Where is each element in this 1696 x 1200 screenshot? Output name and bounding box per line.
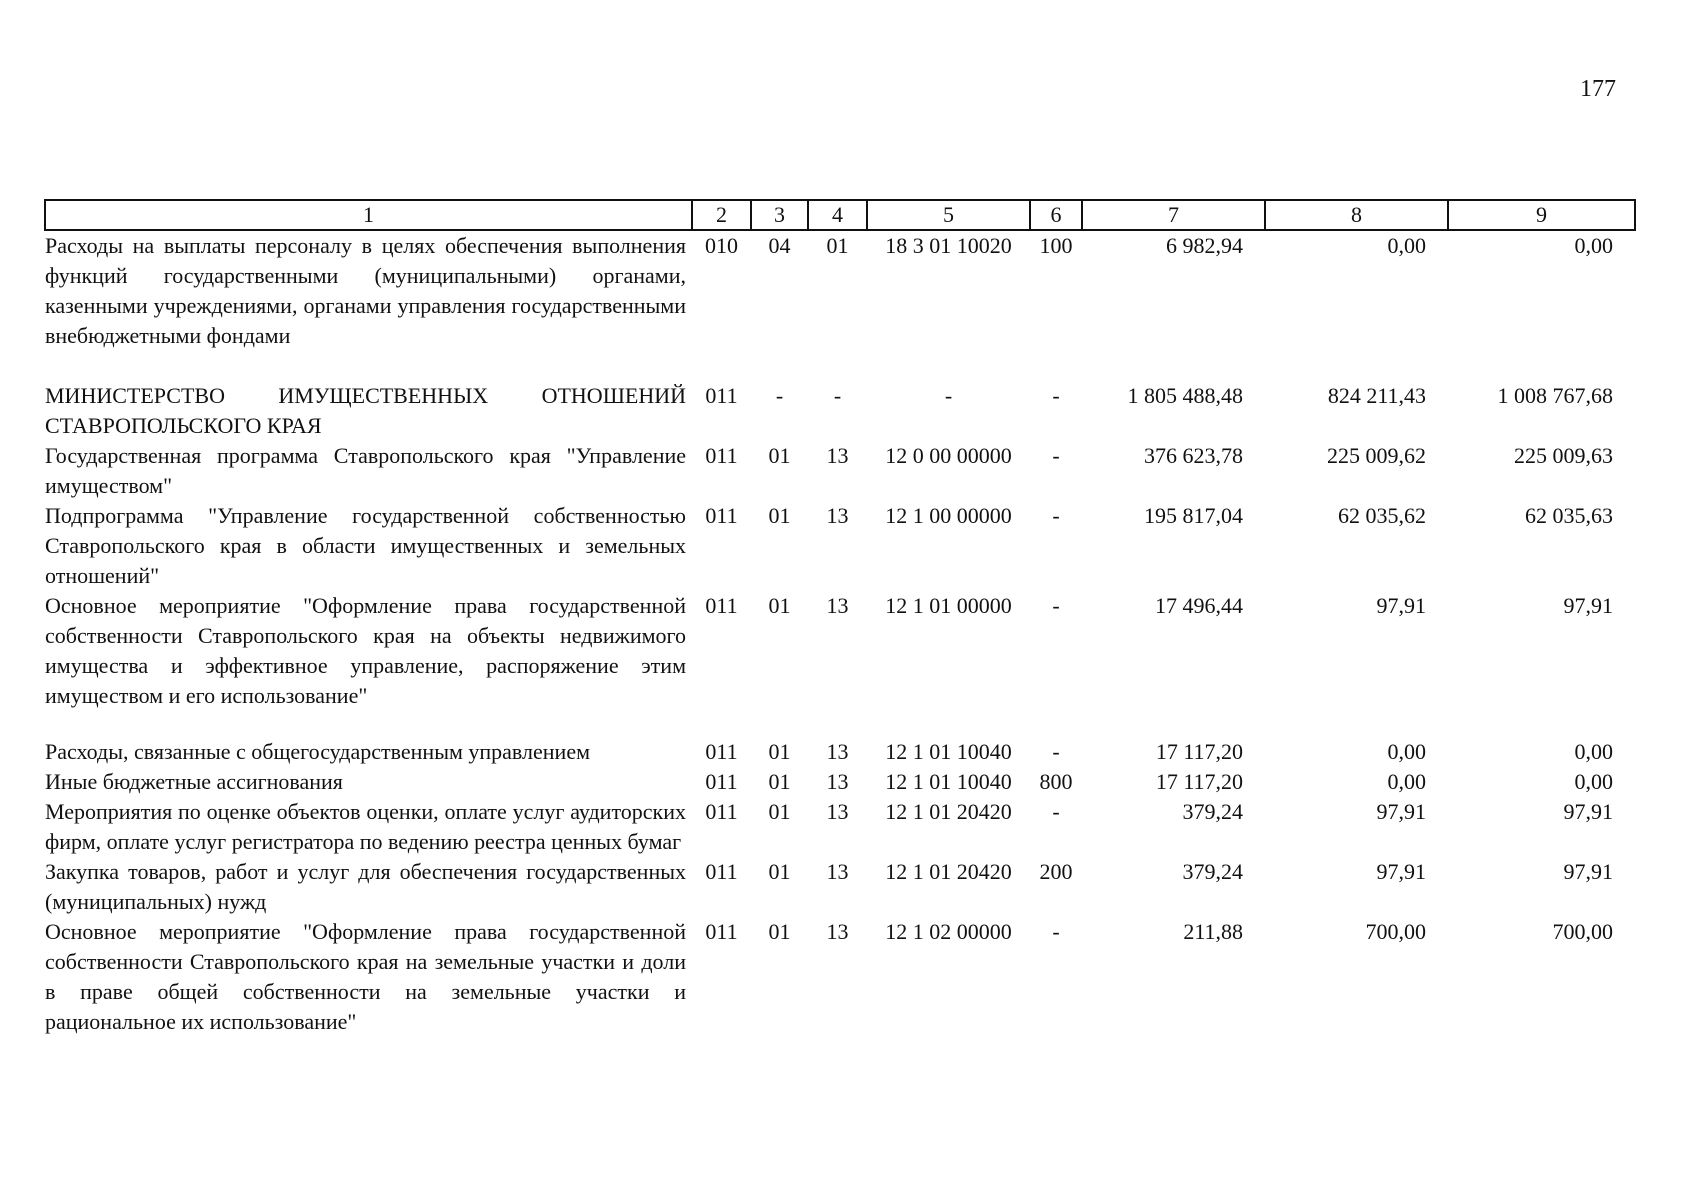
row-amount-7: 379,24 [1182,799,1243,824]
row-amount-9: 225 009,63 [1514,443,1613,468]
column-header-9: 9 [1448,200,1635,230]
row-code-5: 12 1 01 10040 [885,739,1012,764]
row-code-6: - [1052,799,1060,824]
row-code-4: - [833,383,842,408]
row-code-2: 011 [705,593,738,618]
row-code-6: - [1052,383,1060,408]
row-name: Расходы на выплаты персоналу в целях обеспечения выполнения функций государственными (муниципальными) органами, казенными учреждениями, органами управления государственными внебюджетными фондами [45,233,686,348]
row-code-4: 13 [826,739,849,764]
column-header-5: 5 [867,200,1030,230]
row-code-6: 800 [1039,769,1073,794]
row-code-6: - [1052,503,1060,528]
row-name: Расходы, связанные с общегосударственным управлением [45,739,591,764]
row-code-2: 011 [705,769,738,794]
row-code-2: 011 [705,383,738,408]
row-amount-9: 0,00 [1574,739,1613,764]
row-amount-7: 17 496,44 [1155,593,1243,618]
row-code-5: 18 3 01 10020 [885,233,1012,258]
table-row [45,737,1635,767]
row-code-5: 12 1 01 20420 [885,799,1012,824]
row-code-5: 12 1 00 00000 [885,503,1012,528]
row-code-5: - [944,383,953,408]
row-amount-8: 97,91 [1376,593,1426,618]
row-code-2: 011 [705,859,738,884]
row-amount-8: 97,91 [1376,799,1426,824]
row-amount-7: 17 117,20 [1155,769,1243,794]
row-code-3: 01 [768,593,791,618]
row-amount-8: 824 211,43 [1327,383,1426,408]
row-amount-8: 0,00 [1387,769,1426,794]
column-header-4: 4 [808,200,867,230]
table-row [45,381,1635,441]
row-amount-7: 6 982,94 [1166,233,1243,258]
row-code-6: - [1052,919,1060,944]
row-code-2: 011 [705,919,738,944]
row-code-5: 12 1 02 00000 [885,919,1012,944]
column-header-6: 6 [1030,200,1082,230]
row-code-4: 01 [826,233,849,258]
row-code-2: 011 [705,799,738,824]
row-amount-7: 17 117,20 [1155,739,1243,764]
row-code-5: 12 1 01 10040 [885,769,1012,794]
row-amount-7: 1 805 488,48 [1127,383,1243,408]
table-row [45,797,1635,857]
row-amount-9: 1 008 767,68 [1497,383,1613,408]
row-name: Государственная программа Ставропольского края "Управление имуществом" [45,443,686,498]
row-code-3: 01 [768,443,791,468]
table-row [45,857,1635,917]
row-name: Основное мероприятие "Оформление права государственной собственности Ставропольского края на объекты недвижимого имущества и эффективное управление, распоряжение этим имуществом и его использование" [45,593,686,708]
row-amount-8: 700,00 [1365,919,1426,944]
row-name: Иные бюджетные ассигнования [45,769,343,794]
row-code-2: 010 [705,233,738,258]
row-amount-9: 97,91 [1563,593,1613,618]
row-code-2: 011 [705,443,738,468]
row-amount-8: 0,00 [1387,233,1426,258]
row-code-5: 12 1 01 20420 [885,859,1012,884]
row-code-3: - [775,383,784,408]
table-row [45,501,1635,591]
budget-table [44,199,1636,1037]
row-code-4: 13 [826,769,849,794]
table-row [45,917,1635,1037]
row-code-5: 12 0 00 00000 [885,443,1012,468]
row-code-6: 100 [1039,233,1073,258]
row-code-6: - [1052,443,1060,468]
table-row [45,767,1635,797]
row-name: Подпрограмма "Управление государственной собственностью Ставропольского края в области имущественных и земельных отношений" [45,503,686,588]
table-row [45,591,1635,737]
row-code-4: 13 [826,503,849,528]
row-code-4: 13 [826,593,849,618]
row-amount-9: 0,00 [1574,233,1613,258]
row-code-5: 12 1 01 00000 [885,593,1012,618]
row-code-4: 13 [826,859,849,884]
column-header-8: 8 [1265,200,1448,230]
row-code-3: 01 [768,799,791,824]
row-name: Закупка товаров, работ и услуг для обеспечения государственных (муниципальных) нужд [45,859,686,914]
row-amount-9: 97,91 [1563,859,1613,884]
row-code-3: 04 [768,233,791,258]
row-code-3: 01 [768,859,791,884]
row-code-6: - [1052,739,1060,764]
row-amount-8: 62 035,62 [1338,503,1426,528]
row-code-2: 011 [705,503,738,528]
row-amount-8: 225 009,62 [1327,443,1426,468]
table-header-row [45,200,1635,230]
row-name: МИНИСТЕРСТВО ИМУЩЕСТВЕННЫХ ОТНОШЕНИЙ СТАВРОПОЛЬСКОГО КРАЯ [45,383,686,438]
row-code-3: 01 [768,919,791,944]
row-amount-7: 211,88 [1183,919,1243,944]
column-header-3: 3 [751,200,808,230]
row-code-4: 13 [826,919,849,944]
column-header-7: 7 [1082,200,1265,230]
row-amount-9: 62 035,63 [1525,503,1613,528]
row-amount-8: 97,91 [1376,859,1426,884]
column-header-1: 1 [45,200,692,230]
row-amount-9: 97,91 [1563,799,1613,824]
column-header-2: 2 [692,200,751,230]
row-amount-7: 195 817,04 [1144,503,1243,528]
row-amount-8: 0,00 [1387,739,1426,764]
row-code-4: 13 [826,799,849,824]
row-amount-7: 379,24 [1182,859,1243,884]
row-code-6: 200 [1039,859,1073,884]
row-amount-9: 0,00 [1574,769,1613,794]
table-row [45,230,1635,381]
table-row [45,441,1635,501]
row-code-3: 01 [768,739,791,764]
row-code-4: 13 [826,443,849,468]
row-name: Основное мероприятие "Оформление права государственной собственности Ставропольского края на земельные участки и доли в праве общей собственности на земельные участки и рациональное их использование" [45,919,686,1034]
row-code-3: 01 [768,769,791,794]
row-name: Мероприятия по оценке объектов оценки, оплате услуг аудиторских фирм, оплате услуг регистратора по ведению реестра ценных бумаг [45,799,686,854]
row-code-6: - [1052,593,1060,618]
row-code-2: 011 [705,739,738,764]
row-amount-9: 700,00 [1552,919,1613,944]
page-number: 177 [1580,76,1616,102]
row-amount-7: 376 623,78 [1144,443,1243,468]
row-code-3: 01 [768,503,791,528]
